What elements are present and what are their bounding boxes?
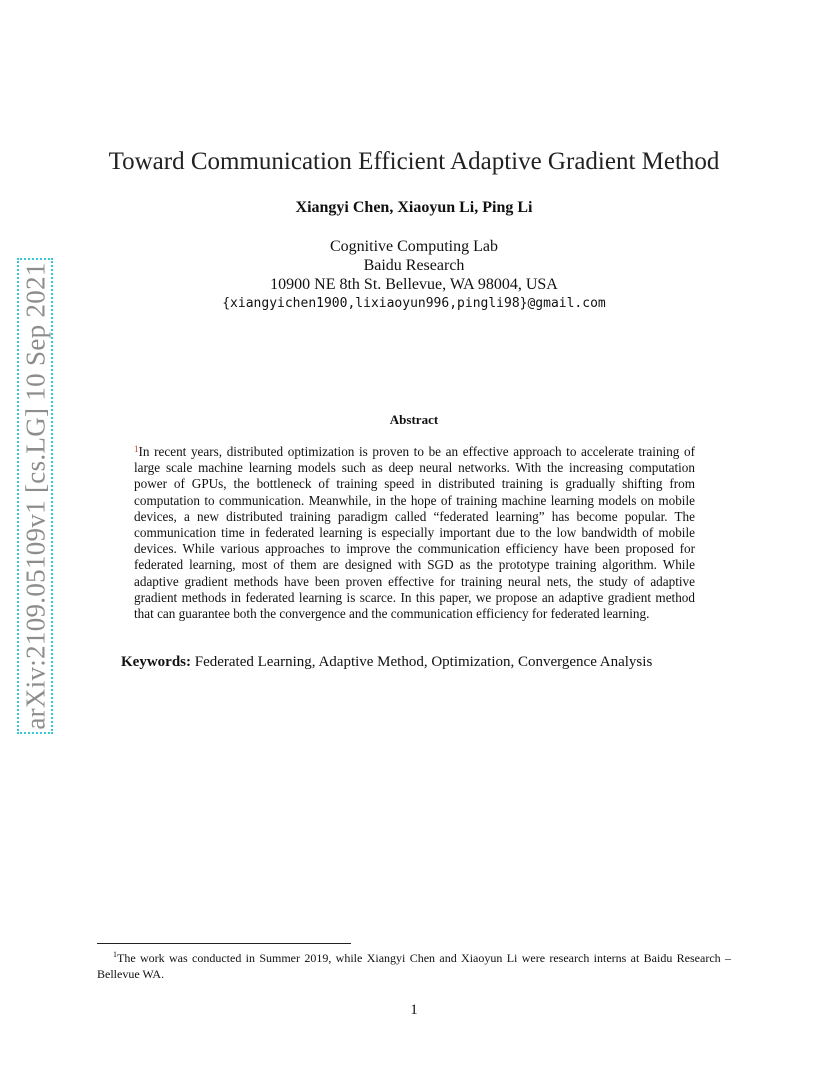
arxiv-identifier: arXiv:2109.05109v1 [cs.LG] 10 Sep 2021: [20, 262, 51, 730]
footnote-link[interactable]: 1: [134, 444, 139, 454]
page-number: 1: [410, 1002, 418, 1018]
author-list: Xiangyi Chen, Xiaoyun Li, Ping Li: [295, 199, 533, 216]
footnote-number: 1: [113, 950, 117, 959]
footnote: [97, 947, 731, 982]
author-emails: {xiangyichen1900,lixiaoyun996,pingli98}@gmail.com: [222, 296, 606, 311]
keywords-line: [121, 654, 711, 671]
abstract-heading: Abstract: [389, 412, 439, 427]
paper-title: Toward Communication Efficient Adaptive Gradient Method: [108, 148, 720, 175]
keywords-label: Keywords:: [121, 654, 191, 670]
affiliation-org: Baidu Research: [363, 257, 465, 274]
abstract-body: [134, 444, 695, 622]
footnote-text: The work was conducted in Summer 2019, while Xiangyi Chen and Xiaoyun Li were research interns at Baidu Research – Bellevue WA.: [97, 951, 731, 981]
keywords-text: Federated Learning, Adaptive Method, Optimization, Convergence Analysis: [194, 654, 653, 670]
affiliation-block: [0, 237, 828, 313]
affiliation-lab: Cognitive Computing Lab: [330, 238, 498, 255]
affiliation-address: 10900 NE 8th St. Bellevue, WA 98004, USA: [270, 276, 558, 293]
footnote-divider: [97, 943, 351, 944]
abstract-text: In recent years, distributed optimization is proven to be an effective approach to accelerate training of large scale machine learning models such as deep neural networks. With the increasing computation power of GPUs, the bottleneck of training speed in distributed training is gradually shifting from computation to communication. Meanwhile, in the hope of training machine learning models on mobile devices, a new distributed training paradigm called “federated learning” has become popular. The communication time in federated learning is especially important due to the low bandwidth of mobile devices. While various approaches to improve the communication efficiency have been proposed for federated learning, most of them are designed with SGD as the prototype training algorithm. While adaptive gradient methods have been proven effective for training neural nets, the study of adaptive gradient methods in federated learning is scarce. In this paper, we propose an adaptive gradient method that can guarantee both the convergence and the communication efficiency for federated learning.: [134, 444, 695, 622]
